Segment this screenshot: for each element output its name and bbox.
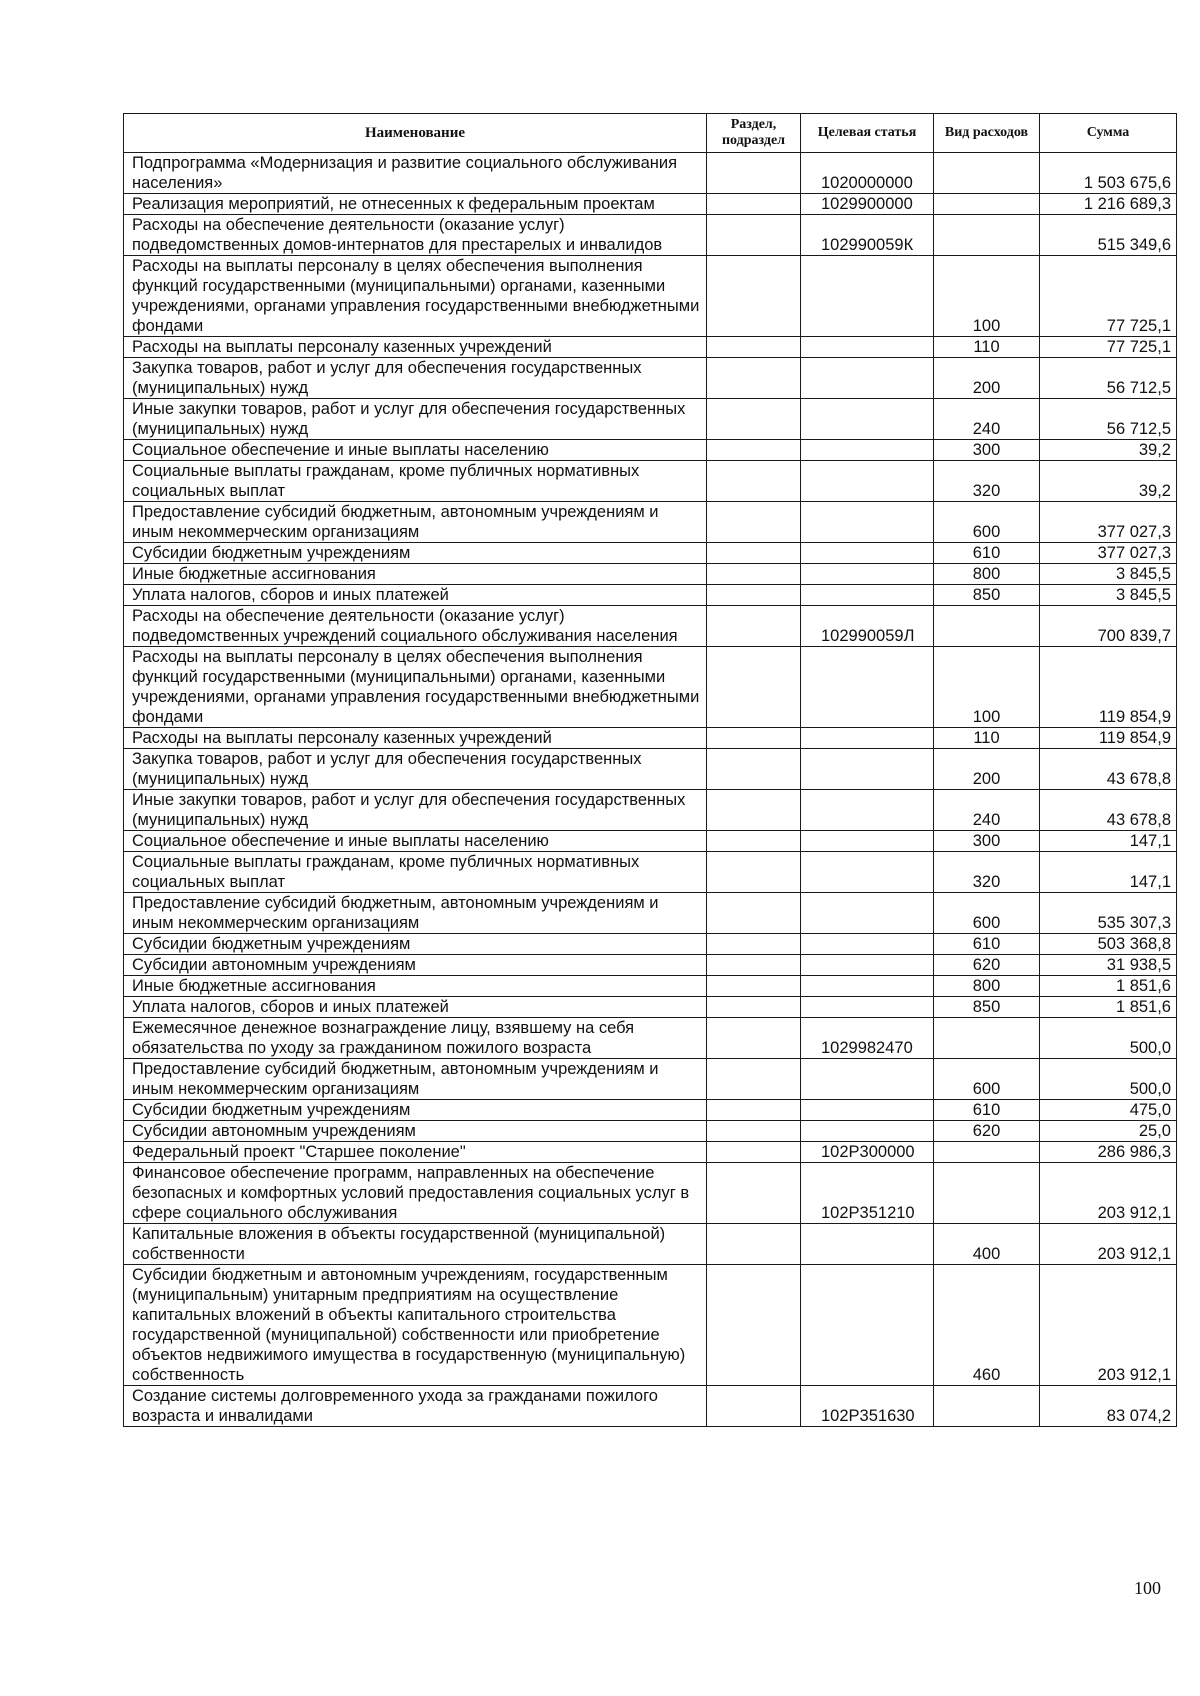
row-name-cell: Предоставление субсидий бюджетным, автономным учреждениям и иным некоммерческим организациям [124, 1059, 707, 1100]
row-section-cell [707, 1018, 801, 1059]
row-article-cell [801, 934, 934, 955]
row-article-cell: 1029982470 [801, 1018, 934, 1059]
row-article-cell [801, 399, 934, 440]
header-section: Раздел, подраздел [707, 114, 801, 153]
page-number: 100 [1134, 1578, 1161, 1598]
table-row [124, 358, 1177, 399]
row-article-cell [801, 256, 934, 337]
row-name-cell: Предоставление субсидий бюджетным, автономным учреждениям и иным некоммерческим организациям [124, 893, 707, 934]
row-name-cell: Субсидии автономным учреждениям [124, 1121, 707, 1142]
table-row [124, 606, 1177, 647]
row-sum-cell: 700 839,7 [1040, 606, 1177, 647]
table-row [124, 1265, 1177, 1386]
row-section-cell [707, 955, 801, 976]
row-article-cell [801, 440, 934, 461]
row-section-cell [707, 337, 801, 358]
row-kind-cell: 800 [934, 976, 1040, 997]
row-kind-cell: 110 [934, 728, 1040, 749]
row-kind-cell: 850 [934, 585, 1040, 606]
row-article-cell [801, 831, 934, 852]
table-body [124, 153, 1177, 1427]
row-article-cell [801, 728, 934, 749]
row-kind-cell: 100 [934, 256, 1040, 337]
row-sum-cell: 147,1 [1040, 831, 1177, 852]
row-name-cell: Расходы на выплаты персоналу казенных учреждений [124, 728, 707, 749]
row-name-cell: Социальное обеспечение и иные выплаты населению [124, 831, 707, 852]
row-sum-cell: 3 845,5 [1040, 564, 1177, 585]
row-article-cell [801, 976, 934, 997]
row-article-cell [801, 585, 934, 606]
row-section-cell [707, 647, 801, 728]
row-section-cell [707, 1265, 801, 1386]
row-sum-cell: 43 678,8 [1040, 790, 1177, 831]
row-section-cell [707, 852, 801, 893]
row-section-cell [707, 1100, 801, 1121]
row-section-cell [707, 1059, 801, 1100]
row-section-cell [707, 194, 801, 215]
row-section-cell [707, 606, 801, 647]
row-sum-cell: 286 986,3 [1040, 1142, 1177, 1163]
row-kind-cell: 600 [934, 893, 1040, 934]
row-name-cell: Уплата налогов, сборов и иных платежей [124, 997, 707, 1018]
row-section-cell [707, 399, 801, 440]
row-kind-cell: 200 [934, 358, 1040, 399]
row-section-cell [707, 997, 801, 1018]
row-name-cell: Создание системы долговременного ухода за гражданами пожилого возраста и инвалидами [124, 1386, 707, 1427]
row-kind-cell: 200 [934, 749, 1040, 790]
row-name-cell: Иные закупки товаров, работ и услуг для обеспечения государственных (муниципальных) нужд [124, 790, 707, 831]
row-section-cell [707, 543, 801, 564]
row-article-cell [801, 647, 934, 728]
row-name-cell: Социальное обеспечение и иные выплаты населению [124, 440, 707, 461]
row-kind-cell: 620 [934, 955, 1040, 976]
row-article-cell [801, 358, 934, 399]
row-kind-cell: 300 [934, 831, 1040, 852]
table-row [124, 215, 1177, 256]
table-row [124, 1018, 1177, 1059]
table-row [124, 955, 1177, 976]
row-article-cell [801, 502, 934, 543]
table-row [124, 997, 1177, 1018]
row-sum-cell: 1 503 675,6 [1040, 153, 1177, 194]
table-row [124, 1386, 1177, 1427]
row-sum-cell: 77 725,1 [1040, 337, 1177, 358]
row-kind-cell: 300 [934, 440, 1040, 461]
row-name-cell: Федеральный проект "Старшее поколение" [124, 1142, 707, 1163]
row-sum-cell: 25,0 [1040, 1121, 1177, 1142]
row-sum-cell: 203 912,1 [1040, 1163, 1177, 1224]
row-article-cell [801, 543, 934, 564]
row-sum-cell: 503 368,8 [1040, 934, 1177, 955]
header-sum: Сумма [1040, 114, 1177, 153]
row-kind-cell [934, 1018, 1040, 1059]
row-section-cell [707, 893, 801, 934]
row-kind-cell [934, 1163, 1040, 1224]
row-article-cell: 102P351210 [801, 1163, 934, 1224]
row-name-cell: Закупка товаров, работ и услуг для обеспечения государственных (муниципальных) нужд [124, 749, 707, 790]
row-article-cell [801, 1121, 934, 1142]
row-article-cell [801, 1059, 934, 1100]
row-sum-cell: 3 845,5 [1040, 585, 1177, 606]
row-name-cell: Социальные выплаты гражданам, кроме публичных нормативных социальных выплат [124, 461, 707, 502]
row-name-cell: Расходы на выплаты персоналу в целях обеспечения выполнения функций государственными (муниципальными) органами, казенными учреждениями, органами управления государственными внебюджетными фондами [124, 647, 707, 728]
row-sum-cell: 500,0 [1040, 1059, 1177, 1100]
row-name-cell: Субсидии бюджетным учреждениям [124, 934, 707, 955]
row-sum-cell: 377 027,3 [1040, 543, 1177, 564]
row-name-cell: Иные бюджетные ассигнования [124, 564, 707, 585]
table-row [124, 256, 1177, 337]
row-section-cell [707, 256, 801, 337]
row-article-cell: 102990059Л [801, 606, 934, 647]
table-row [124, 564, 1177, 585]
row-kind-cell: 600 [934, 502, 1040, 543]
row-kind-cell [934, 1386, 1040, 1427]
row-name-cell: Финансовое обеспечение программ, направленных на обеспечение безопасных и комфортных условий предоставления социальных услуг в сфере социального обслуживания [124, 1163, 707, 1224]
row-sum-cell: 77 725,1 [1040, 256, 1177, 337]
row-sum-cell: 56 712,5 [1040, 358, 1177, 399]
row-name-cell: Предоставление субсидий бюджетным, автономным учреждениям и иным некоммерческим организациям [124, 502, 707, 543]
row-section-cell [707, 1386, 801, 1427]
row-name-cell: Социальные выплаты гражданам, кроме публичных нормативных социальных выплат [124, 852, 707, 893]
row-article-cell [801, 997, 934, 1018]
row-article-cell [801, 790, 934, 831]
row-section-cell [707, 1142, 801, 1163]
row-section-cell [707, 564, 801, 585]
table-row [124, 976, 1177, 997]
row-kind-cell: 600 [934, 1059, 1040, 1100]
row-article-cell [801, 1224, 934, 1265]
row-name-cell: Субсидии бюджетным учреждениям [124, 1100, 707, 1121]
table-row [124, 831, 1177, 852]
row-section-cell [707, 1163, 801, 1224]
table-row [124, 543, 1177, 564]
table-row [124, 852, 1177, 893]
row-kind-cell [934, 153, 1040, 194]
table-row [124, 1100, 1177, 1121]
table-row [124, 585, 1177, 606]
row-section-cell [707, 749, 801, 790]
table-row [124, 1142, 1177, 1163]
table-row [124, 461, 1177, 502]
table-row [124, 153, 1177, 194]
table-row [124, 647, 1177, 728]
row-name-cell: Закупка товаров, работ и услуг для обеспечения государственных (муниципальных) нужд [124, 358, 707, 399]
row-kind-cell: 610 [934, 934, 1040, 955]
row-article-cell [801, 749, 934, 790]
table-row [124, 934, 1177, 955]
row-sum-cell: 119 854,9 [1040, 728, 1177, 749]
row-name-cell: Реализация мероприятий, не отнесенных к федеральным проектам [124, 194, 707, 215]
row-kind-cell: 100 [934, 647, 1040, 728]
row-kind-cell: 620 [934, 1121, 1040, 1142]
row-kind-cell: 610 [934, 543, 1040, 564]
row-article-cell [801, 893, 934, 934]
row-sum-cell: 1 851,6 [1040, 976, 1177, 997]
row-kind-cell: 240 [934, 790, 1040, 831]
row-sum-cell: 56 712,5 [1040, 399, 1177, 440]
row-section-cell [707, 934, 801, 955]
row-section-cell [707, 1224, 801, 1265]
row-sum-cell: 147,1 [1040, 852, 1177, 893]
row-section-cell [707, 728, 801, 749]
table-row [124, 1163, 1177, 1224]
row-section-cell [707, 215, 801, 256]
row-name-cell: Субсидии бюджетным учреждениям [124, 543, 707, 564]
row-name-cell: Ежемесячное денежное вознаграждение лицу, взявшему на себя обязательства по уходу за гражданином пожилого возраста [124, 1018, 707, 1059]
row-name-cell: Иные бюджетные ассигнования [124, 976, 707, 997]
table-row [124, 337, 1177, 358]
row-sum-cell: 203 912,1 [1040, 1265, 1177, 1386]
table-row [124, 1224, 1177, 1265]
row-section-cell [707, 153, 801, 194]
row-sum-cell: 83 074,2 [1040, 1386, 1177, 1427]
row-article-cell: 102P300000 [801, 1142, 934, 1163]
row-sum-cell: 1 216 689,3 [1040, 194, 1177, 215]
row-sum-cell: 500,0 [1040, 1018, 1177, 1059]
row-name-cell: Расходы на обеспечение деятельности (оказание услуг) подведомственных учреждений социального обслуживания населения [124, 606, 707, 647]
row-section-cell [707, 1121, 801, 1142]
row-kind-cell: 240 [934, 399, 1040, 440]
row-sum-cell: 535 307,3 [1040, 893, 1177, 934]
row-name-cell: Расходы на выплаты персоналу в целях обеспечения выполнения функций государственными (муниципальными) органами, казенными учреждениями, органами управления государственными внебюджетными фондами [124, 256, 707, 337]
row-kind-cell: 460 [934, 1265, 1040, 1386]
table-row [124, 502, 1177, 543]
row-sum-cell: 43 678,8 [1040, 749, 1177, 790]
table-row [124, 1059, 1177, 1100]
table-row [124, 790, 1177, 831]
table-row [124, 440, 1177, 461]
row-sum-cell: 39,2 [1040, 461, 1177, 502]
row-sum-cell: 377 027,3 [1040, 502, 1177, 543]
table-row [124, 728, 1177, 749]
row-kind-cell: 800 [934, 564, 1040, 585]
row-article-cell [801, 461, 934, 502]
row-sum-cell: 119 854,9 [1040, 647, 1177, 728]
row-kind-cell: 400 [934, 1224, 1040, 1265]
row-article-cell: 102P351630 [801, 1386, 934, 1427]
table-header-row [124, 114, 1177, 153]
row-name-cell: Субсидии автономным учреждениям [124, 955, 707, 976]
row-kind-cell [934, 194, 1040, 215]
table-row [124, 194, 1177, 215]
row-name-cell: Подпрограмма «Модернизация и развитие социального обслуживания населения» [124, 153, 707, 194]
row-article-cell [801, 1100, 934, 1121]
row-name-cell: Расходы на выплаты персоналу казенных учреждений [124, 337, 707, 358]
row-article-cell: 102990059К [801, 215, 934, 256]
table-row [124, 749, 1177, 790]
header-article: Целевая статья [801, 114, 934, 153]
row-kind-cell: 320 [934, 461, 1040, 502]
row-article-cell [801, 1265, 934, 1386]
budget-table [123, 113, 1177, 1427]
row-name-cell: Иные закупки товаров, работ и услуг для обеспечения государственных (муниципальных) нужд [124, 399, 707, 440]
row-sum-cell: 31 938,5 [1040, 955, 1177, 976]
row-article-cell [801, 852, 934, 893]
row-name-cell: Капитальные вложения в объекты государственной (муниципальной) собственности [124, 1224, 707, 1265]
header-kind: Вид расходов [934, 114, 1040, 153]
row-kind-cell: 610 [934, 1100, 1040, 1121]
row-name-cell: Уплата налогов, сборов и иных платежей [124, 585, 707, 606]
row-section-cell [707, 440, 801, 461]
row-section-cell [707, 358, 801, 399]
row-kind-cell [934, 1142, 1040, 1163]
header-name: Наименование [124, 114, 707, 153]
table-row [124, 399, 1177, 440]
row-section-cell [707, 461, 801, 502]
row-section-cell [707, 502, 801, 543]
row-article-cell [801, 337, 934, 358]
row-name-cell: Субсидии бюджетным и автономным учреждениям, государственным (муниципальным) унитарным предприятиям на осуществление капитальных вложений в объекты капитального строительства государственной (муниципальной) собственности или приобретение объектов недвижимого имущества в государственную (муниципальную) собственность [124, 1265, 707, 1386]
row-article-cell [801, 955, 934, 976]
row-kind-cell: 850 [934, 997, 1040, 1018]
row-name-cell: Расходы на обеспечение деятельности (оказание услуг) подведомственных домов-интернатов для престарелых и инвалидов [124, 215, 707, 256]
row-sum-cell: 203 912,1 [1040, 1224, 1177, 1265]
row-section-cell [707, 976, 801, 997]
row-section-cell [707, 585, 801, 606]
table-row [124, 1121, 1177, 1142]
row-sum-cell: 1 851,6 [1040, 997, 1177, 1018]
row-article-cell: 1020000000 [801, 153, 934, 194]
row-kind-cell [934, 215, 1040, 256]
row-article-cell: 1029900000 [801, 194, 934, 215]
row-sum-cell: 475,0 [1040, 1100, 1177, 1121]
row-kind-cell: 320 [934, 852, 1040, 893]
row-kind-cell [934, 606, 1040, 647]
row-article-cell [801, 564, 934, 585]
row-section-cell [707, 790, 801, 831]
table-row [124, 893, 1177, 934]
row-sum-cell: 39,2 [1040, 440, 1177, 461]
row-sum-cell: 515 349,6 [1040, 215, 1177, 256]
row-section-cell [707, 831, 801, 852]
row-kind-cell: 110 [934, 337, 1040, 358]
